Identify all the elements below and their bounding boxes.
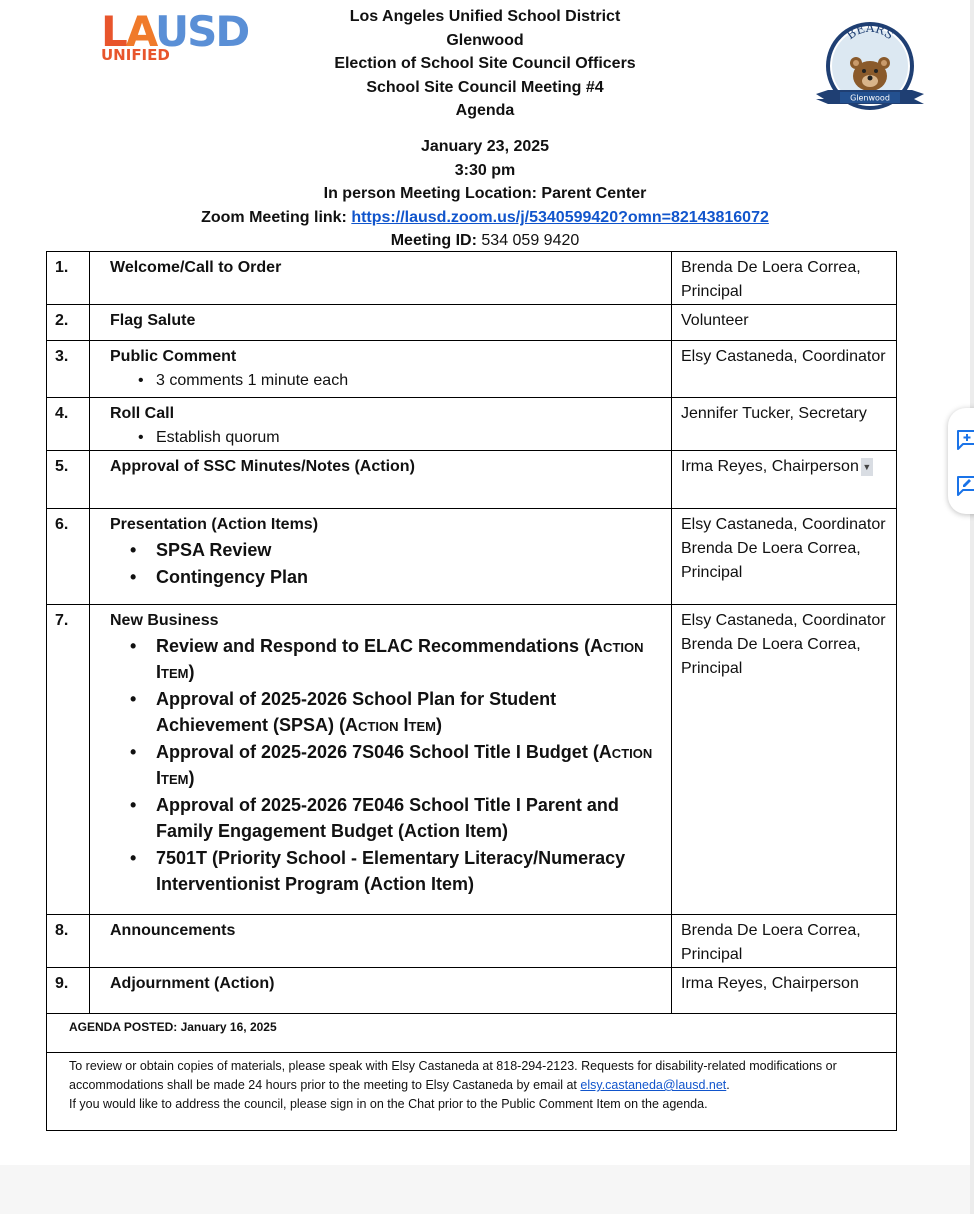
item-presenter: Elsy Castaneda, Coordinator [681,516,886,533]
lausd-logo-word: LAUSD [101,7,249,56]
zoom-link[interactable]: https://lausd.zoom.us/j/5340599420?omn=82143816072 [351,208,769,226]
agenda-row [47,252,897,305]
item-title: Announcements [110,922,236,939]
meeting-location: In person Meeting Location: Parent Center [323,185,647,203]
meeting-title: School Site Council Meeting #4 [366,78,604,96]
seal-banner-text: Glenwood [850,93,890,103]
item-subpoint: • 3 comments 1 minute each [110,369,661,393]
agenda-row [47,605,897,915]
election-title: Election of School Site Council Officers [334,55,636,73]
item-title: New Business [110,612,219,629]
item-presenter: Brenda De Loera Correa, Principal [672,915,897,968]
lausd-logo-sub: UNIFIED [101,46,170,64]
suggest-edit-icon[interactable] [956,474,974,496]
agenda-title: Agenda [455,102,515,120]
agenda-row [47,968,897,1014]
coordinator-email-link[interactable]: elsy.castaneda@lausd.net [580,1078,727,1092]
item-bullet: • Contingency Plan [110,564,661,590]
agenda-row [47,305,897,341]
item-presenter: Jennifer Tucker, Secretary [672,398,897,451]
meeting-date: January 23, 2025 [420,137,550,155]
item-presenter: Brenda De Loera Correa, Principal [681,636,861,677]
side-toolbar [948,408,974,514]
footer-notes: To review or obtain copies of materials, please speak with Elsy Castaneda at 818-294-2123. Requests for disability-related modifications or accommodations shall be made 24 hours prior to the meeting to Elsy Castaneda by email at elsy.castaneda@lausd.net. If you would like to address the council, please sign in on the Chat prior to the Public Comment Item on the agenda. [47,1053,897,1131]
item-presenter: Brenda De Loera Correa, Principal [681,540,861,581]
item-number: 7. [47,605,90,915]
item-subpoint: • Establish quorum [110,426,661,450]
item-title: Adjournment (Action) [110,975,275,992]
agenda-row [47,915,897,968]
dropdown-chip-icon[interactable]: ▼ [861,458,873,476]
posted-row [47,1014,897,1053]
item-title: Flag Salute [110,312,196,329]
item-presenter: Elsy Castaneda, Coordinator [681,612,886,629]
item-number: 3. [47,341,90,398]
item-number: 8. [47,915,90,968]
meeting-id-label: Meeting ID: [390,232,482,250]
agenda-posted: AGENDA POSTED: January 16, 2025 [47,1014,897,1053]
item-bullet: • Approval of 2025-2026 School Plan for Student Achievement (SPSA) (Action Item) [110,686,661,738]
meeting-time: 3:30 pm [454,161,516,179]
item-bullet: • SPSA Review [110,537,661,563]
item-presenter: Volunteer [672,305,897,341]
item-title: Welcome/Call to Order [110,259,282,276]
item-title: Public Comment [110,348,237,365]
agenda-row [47,341,897,398]
item-presenter: Brenda De Loera Correa, Principal [672,252,897,305]
item-title: Approval of SSC Minutes/Notes (Action) [110,458,415,475]
item-bullet: • 7501T (Priority School - Elementary Literacy/Numeracy Interventionist Program (Action Item) [110,845,661,897]
item-title: Roll Call [110,405,175,422]
item-presenter: Irma Reyes, Chairperson [672,968,897,1014]
district-name: Los Angeles Unified School District [349,8,621,25]
agenda-row [47,398,897,451]
agenda-table [46,251,897,1131]
item-number: 9. [47,968,90,1014]
glenwood-bears-seal [814,20,926,116]
item-presenter: Irma Reyes, Chairperson [681,458,859,475]
item-number: 6. [47,509,90,605]
school-name: Glenwood [446,31,524,49]
item-number: 1. [47,252,90,305]
zoom-line [150,206,820,230]
agenda-header [150,5,820,253]
page-gutter [0,1165,974,1214]
meeting-id-value: 534 059 9420 [481,232,580,250]
meeting-id-line [150,229,820,253]
item-bullet: • Approval of 2025-2026 7S046 School Title I Budget (Action Item) [110,739,661,791]
notes-row [47,1053,897,1131]
item-bullet: • Review and Respond to ELAC Recommendations (Action Item) [110,633,661,685]
item-presenter: Elsy Castaneda, Coordinator [672,341,897,398]
zoom-label: Zoom Meeting link: [201,208,352,226]
item-number: 2. [47,305,90,341]
item-number: 5. [47,451,90,509]
scroll-edge [970,0,974,1214]
agenda-row [47,451,897,509]
add-comment-icon[interactable] [956,428,974,450]
agenda-row [47,509,897,605]
item-number: 4. [47,398,90,451]
item-title: Presentation (Action Items) [110,516,319,533]
seal-top-text: BEARS [843,20,897,43]
item-bullet: • Approval of 2025-2026 7E046 School Title I Parent and Family Engagement Budget (Action Item) [110,792,661,844]
